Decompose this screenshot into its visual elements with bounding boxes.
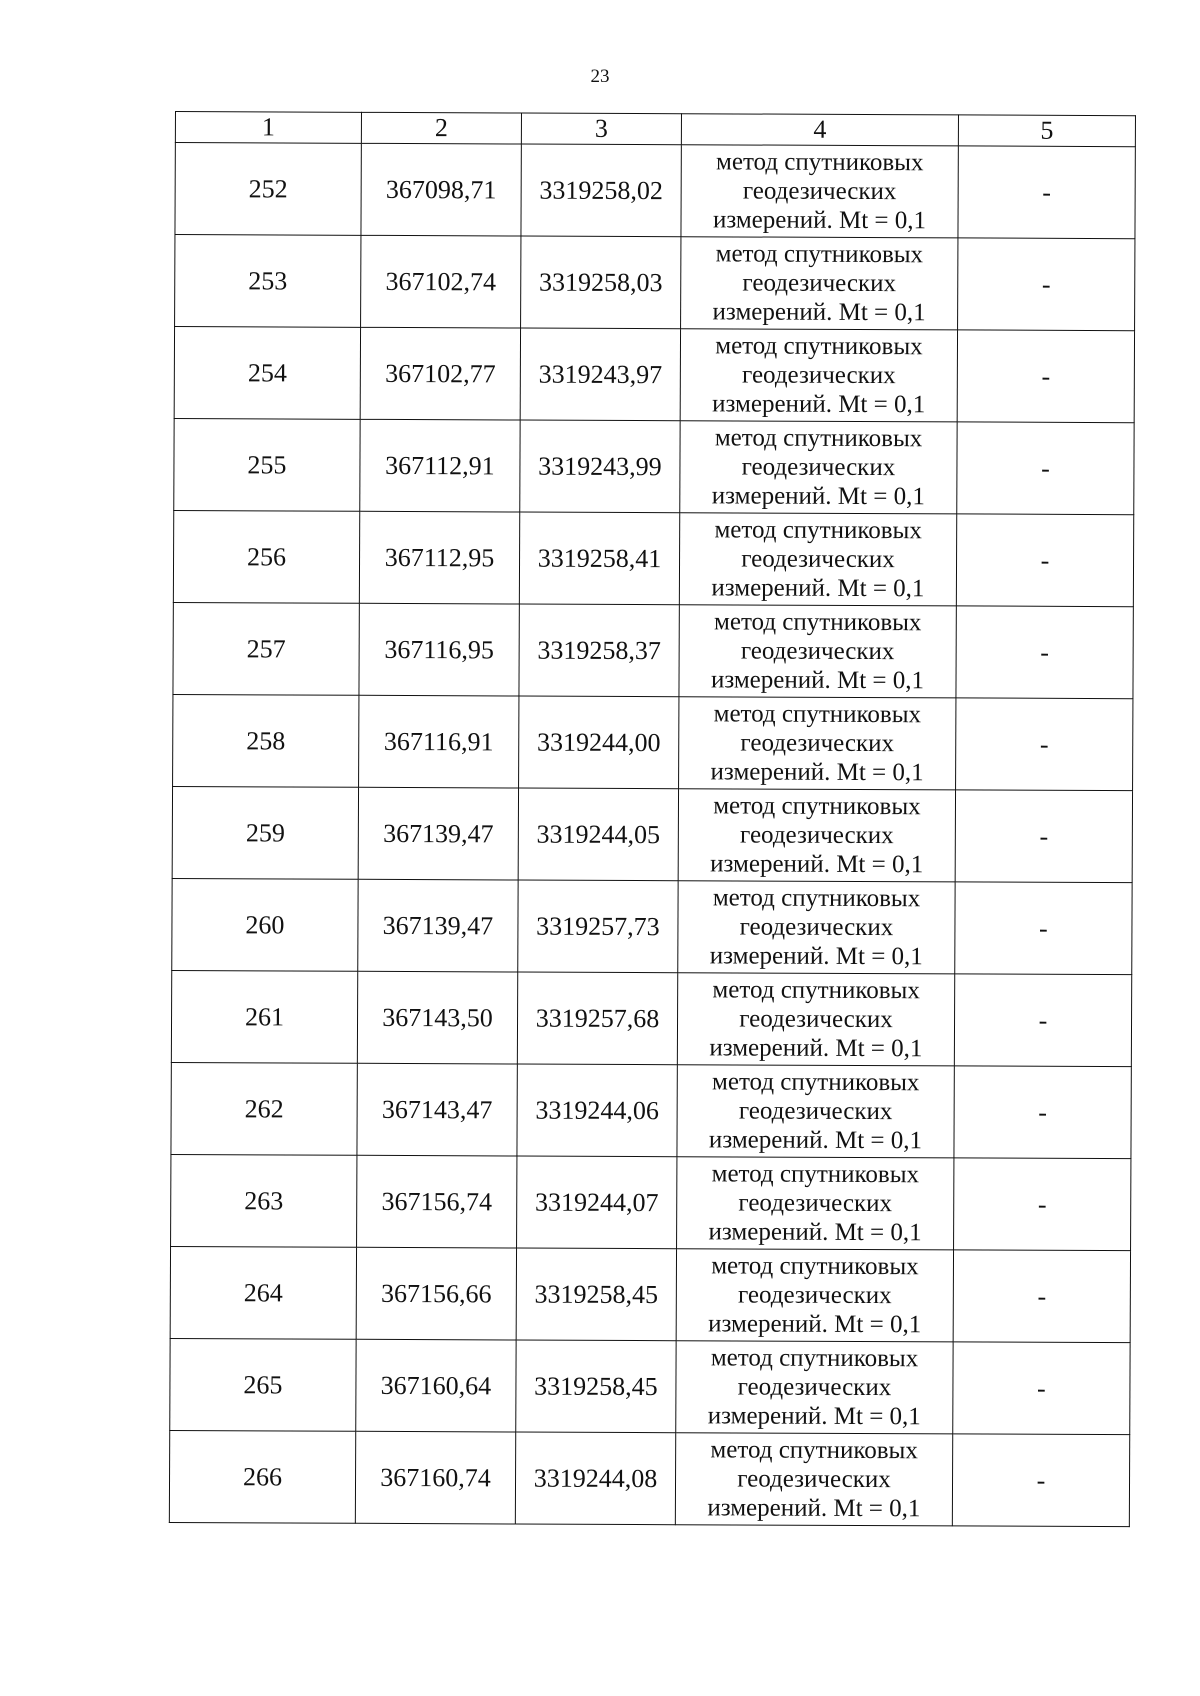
note-cell: - xyxy=(956,606,1133,699)
table-row xyxy=(171,970,1131,1066)
method-line: измерений. Mt = 0,1 xyxy=(712,206,927,235)
method-line: геодезических xyxy=(739,913,894,942)
point-number-cell: 252 xyxy=(175,143,361,236)
method-line: геодезических xyxy=(739,821,894,850)
method-line: геодезических xyxy=(742,269,897,298)
method-line: метод спутниковых xyxy=(713,700,922,729)
x-coordinate-cell: 367160,64 xyxy=(356,1339,516,1432)
method-line: метод спутниковых xyxy=(714,424,923,453)
point-number-cell: 264 xyxy=(170,1246,356,1339)
column-header: 1 xyxy=(175,112,361,144)
y-coordinate-cell: 3319258,03 xyxy=(521,236,681,329)
method-cell xyxy=(675,1433,952,1526)
coordinates-table xyxy=(169,111,1136,1527)
y-coordinate-cell: 3319244,07 xyxy=(517,1156,677,1249)
y-coordinate-cell: 3319257,73 xyxy=(518,880,678,973)
y-coordinate-cell: 3319258,41 xyxy=(519,512,679,605)
table-row xyxy=(169,1430,1129,1526)
method-line: геодезических xyxy=(737,1281,892,1310)
method-line: метод спутниковых xyxy=(712,976,920,1005)
y-coordinate-cell: 3319258,37 xyxy=(519,604,679,697)
point-number-cell: 265 xyxy=(170,1338,356,1431)
note-cell: - xyxy=(955,790,1132,883)
page-number: 23 xyxy=(590,66,610,87)
x-coordinate-cell: 367156,74 xyxy=(357,1155,517,1248)
method-line: геодезических xyxy=(740,729,895,758)
table-row xyxy=(173,602,1133,698)
method-cell xyxy=(677,1157,954,1250)
method-line: измерений. Mt = 0,1 xyxy=(710,666,925,695)
method-line: метод спутниковых xyxy=(711,1252,919,1281)
note-cell: - xyxy=(953,1342,1130,1435)
note-cell: - xyxy=(954,1066,1131,1159)
table-row xyxy=(173,510,1133,606)
table-body xyxy=(169,143,1135,1527)
table-row xyxy=(174,327,1134,423)
column-header: 4 xyxy=(681,114,958,146)
method-line: геодезических xyxy=(740,637,895,666)
method-line: измерений. Mt = 0,1 xyxy=(710,850,924,879)
y-coordinate-cell: 3319244,08 xyxy=(515,1432,675,1525)
point-number-cell: 256 xyxy=(173,510,359,603)
table-row xyxy=(171,1062,1131,1158)
method-line: метод спутниковых xyxy=(714,516,922,545)
method-line: геодезических xyxy=(739,1005,893,1034)
method-cell xyxy=(676,1249,953,1342)
y-coordinate-cell: 3319258,45 xyxy=(516,1248,676,1341)
y-coordinate-cell: 3319244,00 xyxy=(519,696,679,789)
note-cell: - xyxy=(952,1434,1129,1527)
method-line: метод спутниковых xyxy=(712,1068,920,1097)
note-cell: - xyxy=(957,330,1134,423)
table-row xyxy=(175,143,1135,239)
table-row xyxy=(172,878,1132,974)
y-coordinate-cell: 3319257,68 xyxy=(517,972,677,1065)
y-coordinate-cell: 3319258,45 xyxy=(516,1340,676,1433)
column-header: 3 xyxy=(521,113,681,145)
method-line: измерений. Mt = 0,1 xyxy=(708,1310,922,1339)
x-coordinate-cell: 367116,91 xyxy=(359,695,519,788)
x-coordinate-cell: 367160,74 xyxy=(355,1431,515,1524)
method-line: геодезических xyxy=(737,1373,892,1402)
method-cell xyxy=(677,1065,954,1158)
method-line: метод спутниковых xyxy=(715,332,923,361)
column-header: 5 xyxy=(958,115,1135,147)
method-line: измерений. Mt = 0,1 xyxy=(708,1126,923,1155)
method-line: геодезических xyxy=(738,1097,893,1126)
method-cell xyxy=(679,697,956,790)
table-row xyxy=(170,1246,1130,1342)
point-number-cell: 258 xyxy=(173,694,359,787)
table-row xyxy=(175,235,1135,331)
method-line: измерений. Mt = 0,1 xyxy=(710,758,924,787)
method-line: метод спутниковых xyxy=(710,1436,918,1465)
method-cell xyxy=(680,421,957,514)
method-line: геодезических xyxy=(741,361,896,390)
x-coordinate-cell: 367098,71 xyxy=(361,143,521,236)
point-number-cell: 263 xyxy=(171,1154,357,1247)
x-coordinate-cell: 367102,74 xyxy=(361,235,521,328)
method-cell xyxy=(681,145,958,238)
point-number-cell: 253 xyxy=(175,235,361,328)
method-line: геодезических xyxy=(738,1189,893,1218)
note-cell: - xyxy=(958,146,1135,239)
method-cell xyxy=(680,329,957,422)
note-cell: - xyxy=(956,514,1133,607)
point-number-cell: 260 xyxy=(172,878,358,971)
note-cell: - xyxy=(956,698,1133,791)
x-coordinate-cell: 367143,50 xyxy=(357,971,517,1064)
point-number-cell: 254 xyxy=(174,327,360,420)
method-line: метод спутниковых xyxy=(711,1160,920,1189)
table-row xyxy=(171,1154,1131,1250)
method-line: метод спутниковых xyxy=(715,240,924,269)
method-line: измерений. Mt = 0,1 xyxy=(708,1218,922,1247)
y-coordinate-cell: 3319258,02 xyxy=(521,144,681,237)
y-coordinate-cell: 3319243,99 xyxy=(520,420,680,513)
method-line: измерений. Mt = 0,1 xyxy=(709,942,923,971)
method-line: измерений. Mt = 0,1 xyxy=(711,482,925,511)
method-line: метод спутниковых xyxy=(716,148,924,177)
column-header: 2 xyxy=(361,112,521,144)
method-line: измерений. Mt = 0,1 xyxy=(707,1494,921,1523)
point-number-cell: 257 xyxy=(173,602,359,695)
x-coordinate-cell: 367112,91 xyxy=(360,419,520,512)
y-coordinate-cell: 3319244,05 xyxy=(518,788,678,881)
method-line: геодезических xyxy=(742,177,897,206)
method-line: метод спутниковых xyxy=(714,608,922,637)
method-cell xyxy=(679,605,956,698)
method-cell xyxy=(678,789,955,882)
point-number-cell: 266 xyxy=(169,1430,355,1523)
x-coordinate-cell: 367112,95 xyxy=(359,511,519,604)
x-coordinate-cell: 367139,47 xyxy=(358,879,518,972)
method-line: геодезических xyxy=(741,453,896,482)
method-cell xyxy=(679,513,956,606)
method-line: измерений. Mt = 0,1 xyxy=(709,1034,923,1063)
method-line: измерений. Mt = 0,1 xyxy=(712,298,926,327)
method-cell xyxy=(677,973,954,1066)
x-coordinate-cell: 367143,47 xyxy=(357,1063,517,1156)
x-coordinate-cell: 367116,95 xyxy=(359,603,519,696)
note-cell: - xyxy=(953,1250,1130,1343)
point-number-cell: 255 xyxy=(174,418,360,511)
note-cell: - xyxy=(957,422,1134,515)
y-coordinate-cell: 3319244,06 xyxy=(517,1064,677,1157)
note-cell: - xyxy=(955,882,1132,975)
method-cell xyxy=(676,1341,953,1434)
table-row xyxy=(170,1338,1130,1434)
note-cell: - xyxy=(954,1158,1131,1251)
point-number-cell: 259 xyxy=(172,786,358,879)
x-coordinate-cell: 367156,66 xyxy=(356,1247,516,1340)
method-line: геодезических xyxy=(741,545,895,574)
x-coordinate-cell: 367102,77 xyxy=(360,327,520,420)
method-cell xyxy=(681,237,958,330)
table-row xyxy=(173,694,1133,790)
x-coordinate-cell: 367139,47 xyxy=(358,787,518,880)
method-line: метод спутниковых xyxy=(710,1344,919,1373)
point-number-cell: 261 xyxy=(171,970,357,1063)
method-line: геодезических xyxy=(737,1465,891,1494)
y-coordinate-cell: 3319243,97 xyxy=(520,328,680,421)
method-line: измерений. Mt = 0,1 xyxy=(712,390,926,419)
note-cell: - xyxy=(958,238,1135,331)
header-row xyxy=(175,112,1135,147)
method-line: метод спутниковых xyxy=(712,884,921,913)
method-line: метод спутниковых xyxy=(713,792,921,821)
method-line: измерений. Mt = 0,1 xyxy=(711,574,925,603)
note-cell: - xyxy=(954,974,1131,1067)
method-line: измерений. Mt = 0,1 xyxy=(707,1402,921,1431)
point-number-cell: 262 xyxy=(171,1062,357,1155)
table-row xyxy=(172,786,1132,882)
method-cell xyxy=(678,881,955,974)
table-row xyxy=(174,418,1134,514)
